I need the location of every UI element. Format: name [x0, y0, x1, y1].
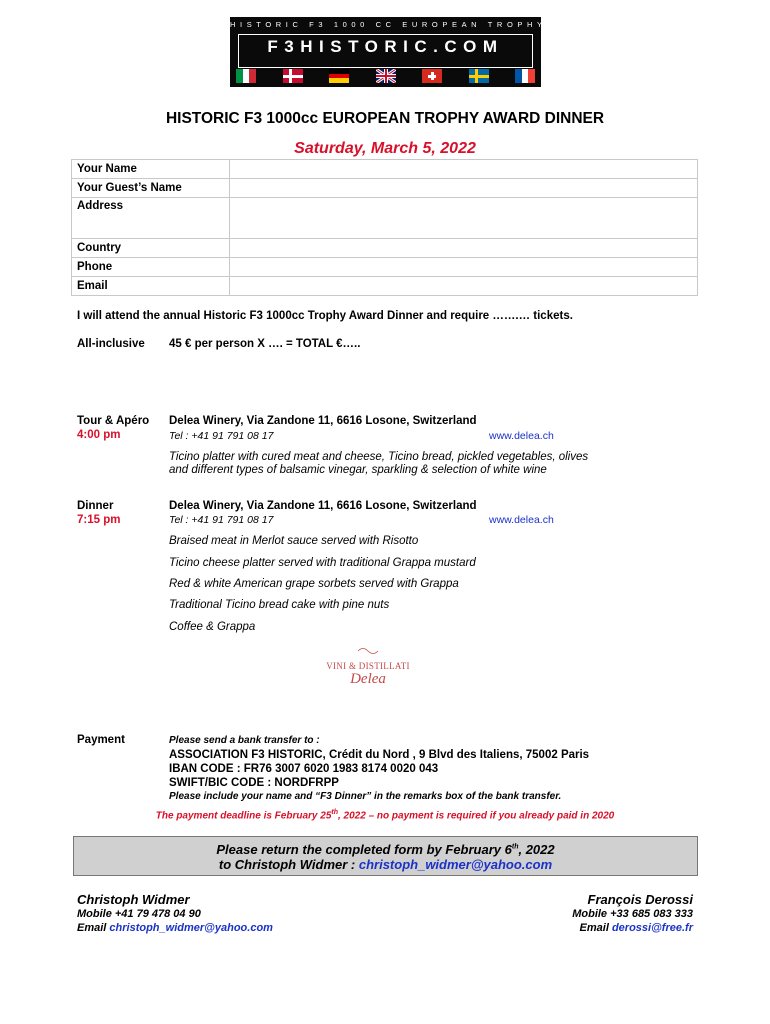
sweden-flag	[469, 69, 489, 83]
f3historic-logo	[230, 17, 547, 87]
germany-flag	[329, 69, 349, 83]
delea-logo-line1: VINI & DISTILLATI	[326, 661, 410, 671]
logo-main-text: F3HISTORIC.COM	[267, 37, 504, 56]
dinner-venue: Delea Winery, Via Zandone 11, 6616 Losone, Switzerland	[169, 500, 477, 512]
logo-top-text: HISTORIC F3 1000 CC EUROPEAN TROPHY	[230, 20, 547, 29]
dinner-tel: Tel : +41 91 791 08 17	[169, 514, 274, 526]
address-field[interactable]	[230, 198, 698, 239]
payment-note: Please include your name and “F3 Dinner” in the remarks box of the bank transfer.	[169, 791, 562, 802]
tour-tel: Tel : +41 91 791 08 17	[169, 430, 274, 442]
form-row-address	[72, 198, 698, 239]
contact-right-mobile: Mobile +33 685 083 333	[572, 908, 693, 920]
menu-item: Traditional Ticino bread cake with pine nuts	[169, 599, 390, 611]
menu-item: Coffee & Grappa	[169, 621, 256, 633]
dinner-label: Dinner	[77, 500, 114, 512]
denmark-flag	[283, 69, 303, 83]
payment-label: Payment	[77, 734, 125, 746]
payment-intro: Please send a bank transfer to :	[169, 735, 320, 746]
payment-iban: IBAN CODE : FR76 3007 6020 1983 8174 0020 043	[169, 763, 439, 775]
contact-left-mobile: Mobile +41 79 478 04 90	[77, 908, 201, 920]
event-date: Saturday, March 5, 2022	[294, 140, 476, 157]
tour-desc-line1: Ticino platter with cured meat and cheese, Ticino bread, pickled vegetables, olives	[169, 451, 589, 463]
country-label: Country	[72, 239, 230, 258]
form-row-email	[72, 277, 698, 296]
contact-left-email-link[interactable]: christoph_widmer@yahoo.com	[109, 922, 273, 934]
guest-name-field[interactable]	[230, 179, 698, 198]
logo-flags	[236, 69, 535, 83]
form-row-country	[72, 239, 698, 258]
attendance-statement: I will attend the annual Historic F3 1000cc Trophy Award Dinner and require …….… tickets.	[77, 310, 573, 322]
price-label: All-inclusive	[77, 338, 145, 350]
tour-venue: Delea Winery, Via Zandone 11, 6616 Losone, Switzerland	[169, 415, 477, 427]
your-name-label: Your Name	[72, 160, 230, 179]
menu-item: Red & white American grape sorbets served with Grappa	[169, 578, 459, 590]
payment-bank-line: ASSOCIATION F3 HISTORIC, Crédit du Nord , 9 Blvd des Italiens, 75002 Paris	[169, 749, 590, 761]
delea-logo-line2: Delea	[350, 671, 386, 687]
page-title: HISTORIC F3 1000cc EUROPEAN TROPHY AWARD DINNER	[165, 110, 605, 127]
italy-flag	[236, 69, 256, 83]
delea-ornament-icon	[318, 646, 418, 656]
uk-flag	[376, 69, 396, 83]
switzerland-flag	[422, 69, 442, 83]
contact-right-name: François Derossi	[587, 892, 693, 907]
form-row-phone	[72, 258, 698, 277]
payment-swift: SWIFT/BIC CODE : NORDFRPP	[169, 777, 339, 789]
menu-item: Ticino cheese platter served with traditional Grappa mustard	[169, 557, 476, 569]
contact-right-email-link[interactable]: derossi@free.fr	[611, 922, 693, 934]
contact-right-email: Email derossi@free.fr	[579, 922, 693, 934]
your-name-field[interactable]	[230, 160, 698, 179]
menu-item: Braised meat in Merlot sauce served with Risotto	[169, 535, 419, 547]
email-field[interactable]	[230, 277, 698, 296]
email-label: Email	[72, 277, 230, 296]
dinner-time: 7:15 pm	[77, 514, 121, 526]
tour-web-link[interactable]: www.delea.ch	[489, 430, 554, 442]
address-label: Address	[72, 198, 230, 239]
form-row-name	[72, 160, 698, 179]
return-line1: Please return the completed form by February 6th, 2022	[216, 842, 555, 857]
france-flag	[515, 69, 535, 83]
return-line2: to Christoph Widmer : christoph_widmer@yahoo.com	[218, 857, 553, 872]
tour-time: 4:00 pm	[77, 429, 121, 441]
phone-field[interactable]	[230, 258, 698, 277]
dinner-web-link[interactable]: www.delea.ch	[489, 514, 554, 526]
phone-label: Phone	[72, 258, 230, 277]
return-form-box	[73, 836, 698, 876]
guest-name-label: Your Guest’s Name	[72, 179, 230, 198]
contact-left-email: Email christoph_widmer@yahoo.com	[77, 922, 273, 934]
price-text: 45 € per person X …. = TOTAL €…..	[169, 338, 361, 350]
payment-deadline: The payment deadline is February 25th, 2022 – no payment is required if you already paid in 2020	[155, 809, 615, 822]
delea-logo	[318, 643, 418, 687]
country-field[interactable]	[230, 239, 698, 258]
return-email-link[interactable]: christoph_widmer@yahoo.com	[358, 857, 553, 872]
registration-form	[71, 159, 698, 296]
tour-label: Tour & Apéro	[77, 415, 150, 427]
tour-desc-line2: and different types of balsamic vinegar, sparkling & selection of white wine	[169, 464, 547, 476]
form-row-guest	[72, 179, 698, 198]
contact-left-name: Christoph Widmer	[77, 892, 190, 907]
